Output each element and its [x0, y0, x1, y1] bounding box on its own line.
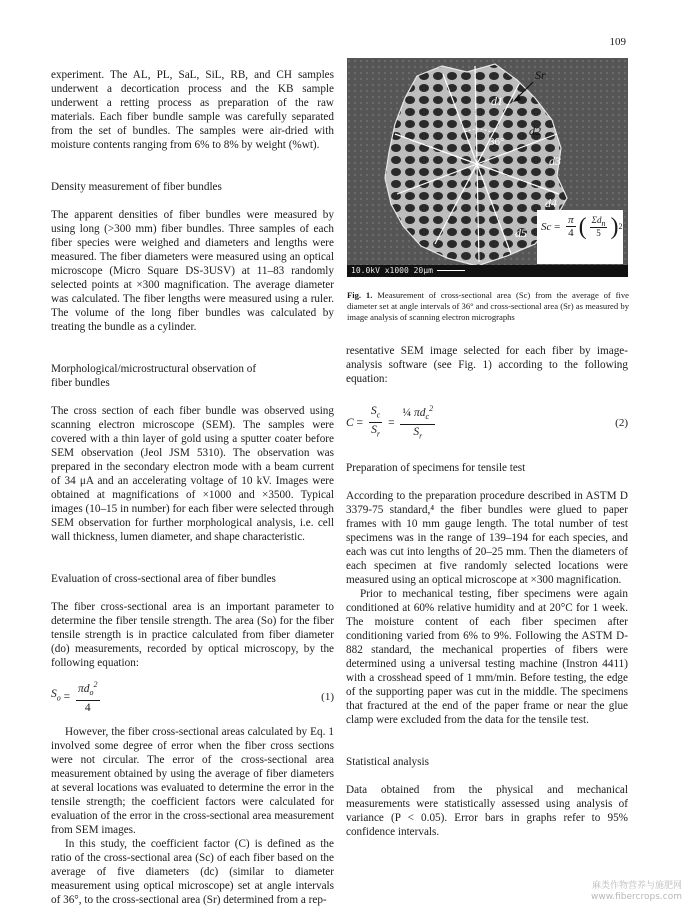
- sem-scalebar: [347, 265, 628, 277]
- label-d1: d1: [491, 94, 503, 108]
- equation-2-number: (2): [615, 416, 628, 429]
- right-column: [346, 344, 628, 839]
- label-d2: d2: [529, 124, 541, 138]
- equation-1: $S_o$ = $\frac{\pi d_o^2}{4}$ (1): [51, 680, 334, 715]
- prior-paragraph: Prior to mechanical testing, fiber specimens were again conditioned at 60% relative humidity and at 20°C for 1 week. The moisture content of each fiber specimen after conditioning varied from 6% to 9%. Following the ASTM D-882 standard, the mechanical properties of fibers were determined using a universal testing machine (Instron 4411) with a crosshead speed of 1 mm/min. Before testing, the edge of the supporting paper was cut in the middle. The specimens that fractured at the end of the paper frame or near the glue clamp were excluded from the data for the tensile test.: [346, 588, 628, 727]
- sem-micrograph: [347, 58, 628, 277]
- statistics-paragraph: Data obtained from the physical and mechanical measurements were statistically assessed using analysis of variance (P < 0.05). Error bars in graphs refer to 95% confidence intervals.: [346, 784, 628, 839]
- heading-preparation: Preparation of specimens for tensile test: [346, 462, 526, 475]
- watermark: [591, 881, 682, 903]
- caption-text: Measurement of cross-sectional area (Sc) from the average of five diameter set at angle intervals of 36° and cross-sectional area (Sr) as measured by image analysis of scanning electron micrographs: [347, 290, 629, 322]
- heading-evaluation: Evaluation of cross-sectional area of fiber bundles: [51, 573, 276, 585]
- scalebar-text: 10.0kV x1000 20μm: [351, 266, 433, 275]
- label-d3: d3: [549, 154, 561, 168]
- intro-paragraph: experiment. The AL, PL, SaL, SiL, RB, and CH samples underwent a decortication process and the KB sample underwent a retting process as preparation of the raw materials. Each fiber bundle sample was carefully separated from the set of bundles. The samples were air-dried with moisture contents ranging from 6% to 8% by weight (%wt).: [51, 69, 334, 151]
- sc-formula: Sc = $\frac{\pi}{4}$ ( $\frac{\text{Σdn}}{5}$ ) 2: [541, 213, 623, 240]
- watermark-line2: www.fibercrops.com: [591, 892, 682, 902]
- watermark-line1: 麻类作物营养与施肥网: [591, 881, 682, 891]
- scalebar-line: [437, 270, 465, 271]
- heading-morphology-line2: fiber bundles: [51, 377, 110, 389]
- heading-statistics: Statistical analysis: [346, 756, 429, 769]
- study-paragraph: In this study, the coefficient factor (C) is defined as the ratio of the cross-sectional area (Sc) of each fiber based on the average of five diameters (dc) (similar to diameter measurement using optical microscope) set at angle intervals of 36°, to the cross-sectional area (Sr) determined from a rep-: [51, 838, 334, 907]
- label-sr: Sr: [535, 68, 546, 82]
- figure-caption: [347, 290, 629, 323]
- however-paragraph: However, the fiber cross-sectional areas calculated by Eq. 1 involved some degree of error when the fiber cross sections were not circular. The error of the cross-sectional area measurement obtained by using the average of fiber diameters at several locations was evaluated to determine the error in the tensile strength; the coefficient factors were calculated for evaluation of the error in the cross-sectional area measurement from SEM images.: [51, 726, 334, 837]
- equation-2: C = $\frac{S_c}{S_r}$ = $\frac{\frac{1}{4} \pi d_c^2}{S_r}$ (2): [346, 404, 628, 441]
- equation-1-number: (1): [321, 690, 334, 703]
- heading-density: Density measurement of fiber bundles: [51, 181, 222, 193]
- label-angle: 36°: [489, 136, 505, 148]
- left-column: [51, 68, 334, 907]
- formula-sc-label: Sc: [541, 220, 552, 233]
- continuation-paragraph: resentative SEM image selected for each fiber by image-analysis software (see Fig. 1) according to the following equation:: [346, 345, 628, 385]
- preparation-paragraph: According to the preparation procedure described in ASTM D 3379-75 standard,⁴ the fiber bundles were glued to paper frames with 10 mm gauge length. The total number of test specimens was in the range of 139–194 for each species, and each was cut into lengths of 20–25 mm. Then the diameters of each specimen at five randomly selected locations were measured using an optical microscope at ×300 magnification.: [346, 490, 628, 587]
- density-paragraph: The apparent densities of fiber bundles were measured by using long (>300 mm) fiber bundles. Three samples of each fiber species were weighed and diameters and lengths were measured. The fiber diameters were measured using an optical microscope (Micro Square DS-3USV) at 11–83 randomly selected points at ×300 magnification. The average diameter was calculated. The fiber lengths were measured using a ruler. The volume of the long fiber bundles was calculated by treating the bundle as a cylinder.: [51, 209, 334, 333]
- heading-morphology-line1: Morphological/microstructural observation of: [51, 363, 257, 375]
- label-d4: d4: [545, 196, 557, 210]
- page-number: 109: [609, 36, 626, 48]
- sem-figure: [347, 58, 628, 277]
- label-d5: d5: [515, 226, 527, 240]
- evaluation-paragraph: The fiber cross-sectional area is an important parameter to determine the fiber tensile strength. The area (So) for the fiber tensile strength is in practice calculated from fiber diameter (do) measurements, recorded by optical microscopy, by the following equation:: [51, 601, 334, 669]
- caption-lead: Fig. 1.: [347, 290, 373, 300]
- morphology-paragraph: The cross section of each fiber bundle was observed using scanning electron microscope (SEM). The samples were covered with a thin layer of gold using a sputter coater before SEM observation (Jeol JSM 5310). The observation was prepared in the secondary electron mode with a beam current of 34 μA and an accelerating voltage of 10 kV. Images were obtained at magnifications of ×1000 and ×3500. Typical images (10–15 in number) for each fiber were selected through SEM observation for further morphological analysis, i.e. cell wall thickness, lumen diameter, and shape characteristic.: [51, 405, 334, 543]
